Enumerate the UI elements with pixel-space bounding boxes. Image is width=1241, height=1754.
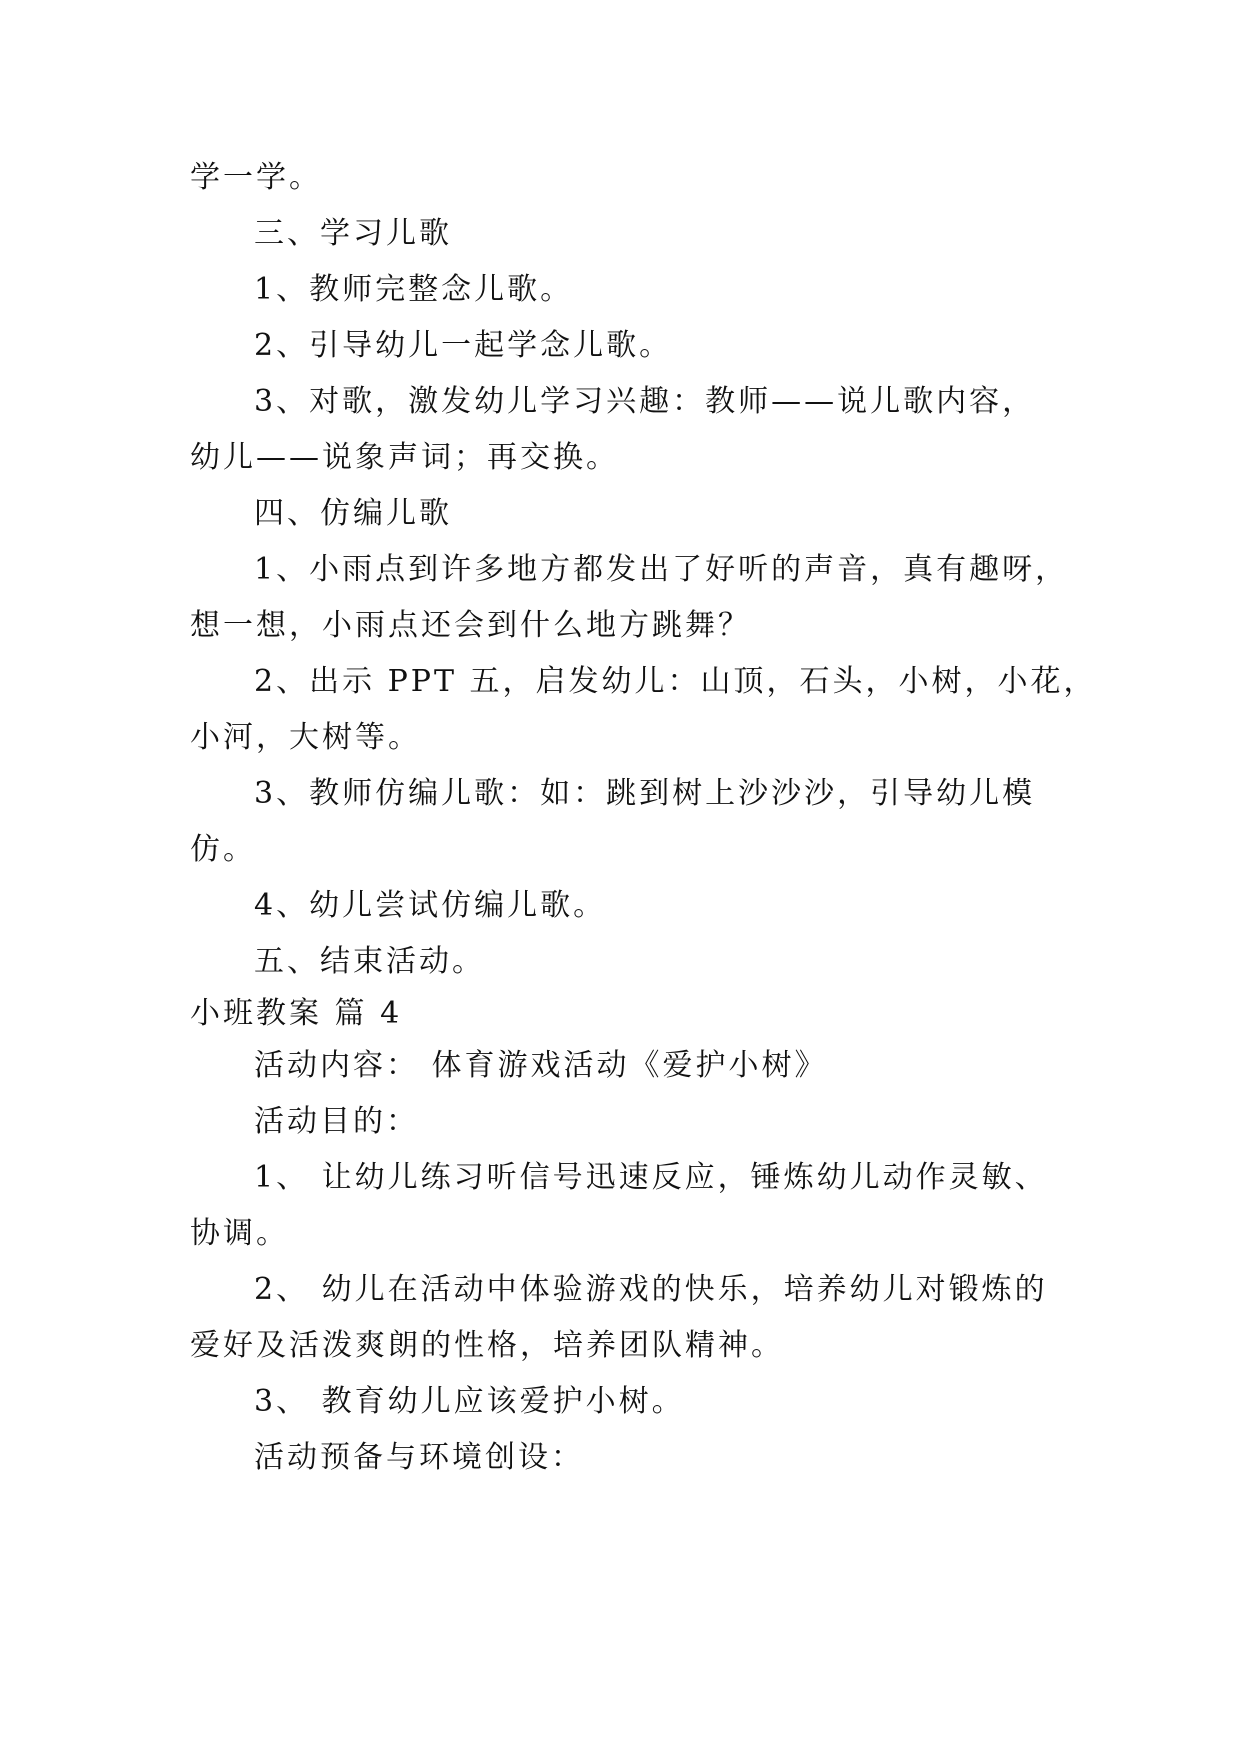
text-line: 爱好及活泼爽朗的性格，培养团队精神。 bbox=[190, 1328, 784, 1363]
text-line: 幼儿——说象声词；再交换。 bbox=[190, 440, 619, 475]
text-line: 学一学。 bbox=[190, 160, 322, 195]
section-heading: 活动预备与环境创设： bbox=[254, 1440, 584, 1475]
section-heading: 五、结束活动。 bbox=[254, 944, 485, 979]
list-item: 1、小雨点到许多地方都发出了好听的声音，真有趣呀， bbox=[254, 552, 1069, 587]
list-item: 3、对歌，激发幼儿学习兴趣：教师——说儿歌内容， bbox=[254, 384, 1036, 419]
list-item: 4、幼儿尝试仿编儿歌。 bbox=[254, 888, 607, 923]
list-item: 3、 教育幼儿应该爱护小树。 bbox=[254, 1384, 685, 1419]
section-heading: 活动目的： bbox=[254, 1104, 419, 1139]
list-item: 1、教师完整念儿歌。 bbox=[254, 272, 574, 307]
activity-content: 活动内容： 体育游戏活动《爱护小树》 bbox=[254, 1048, 828, 1083]
text-line: 小河，大树等。 bbox=[190, 720, 421, 755]
section-heading: 四、仿编儿歌 bbox=[254, 496, 452, 531]
list-item: 3、教师仿编儿歌：如：跳到树上沙沙沙，引导幼儿模 bbox=[254, 776, 1036, 811]
section-heading: 三、学习儿歌 bbox=[254, 216, 452, 251]
list-item: 2、引导幼儿一起学念儿歌。 bbox=[254, 328, 673, 363]
list-item: 2、出示 PPT 五，启发幼儿：山顶，石头，小树，小花， bbox=[254, 664, 1097, 699]
list-item: 1、 让幼儿练习听信号迅速反应，锤炼幼儿动作灵敏、 bbox=[254, 1160, 1048, 1195]
chapter-heading: 小班教案 篇 4 bbox=[190, 996, 403, 1031]
text-line: 协调。 bbox=[190, 1216, 289, 1251]
text-line: 想一想，小雨点还会到什么地方跳舞？ bbox=[190, 608, 751, 643]
list-item: 2、 幼儿在活动中体验游戏的快乐，培养幼儿对锻炼的 bbox=[254, 1272, 1048, 1307]
text-line: 仿。 bbox=[190, 832, 256, 867]
